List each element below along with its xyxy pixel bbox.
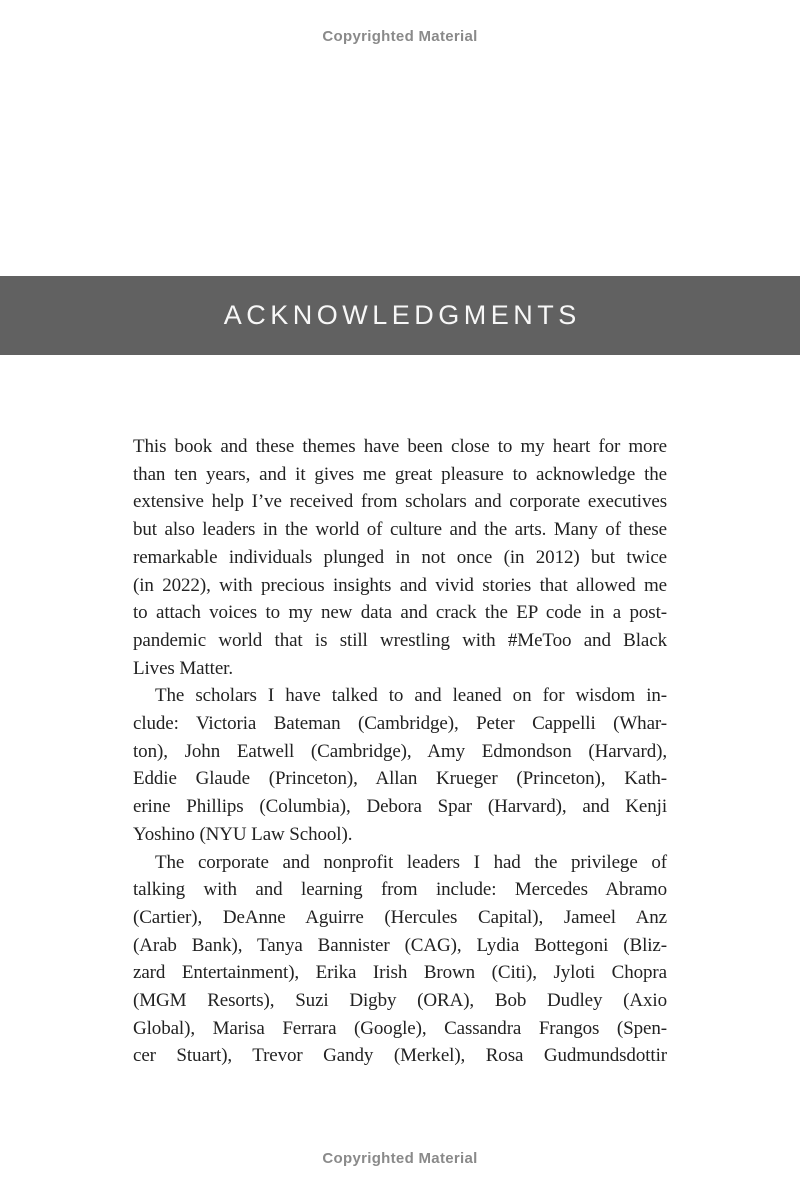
- text-line: erine Phillips (Columbia), Debora Spar (Harvard), and Kenji: [133, 796, 667, 818]
- text-line: (Cartier), DeAnne Aguirre (Hercules Capital), Jameel Anz: [133, 906, 667, 928]
- text-line: The corporate and nonprofit leaders I had the privilege of: [155, 851, 667, 873]
- text-line: pandemic world that is still wrestling with #MeToo and Black: [133, 629, 667, 651]
- text-line: This book and these themes have been close to my heart for more: [133, 436, 667, 457]
- text-line: extensive help I’ve received from scholars and corporate executives: [133, 491, 667, 513]
- text-line: zard Entertainment), Erika Irish Brown (Citi), Jyloti Chopra: [133, 962, 667, 984]
- text-line: talking with and learning from include: Mercedes Abramo: [133, 879, 667, 901]
- text-line: (MGM Resorts), Suzi Digby (ORA), Bob Dudley (Axio: [133, 990, 667, 1012]
- text-line: to attach voices to my new data and crack the EP code in a post-: [133, 602, 667, 624]
- text-line: Yoshino (NYU Law School).: [133, 823, 353, 845]
- text-line: Eddie Glaude (Princeton), Allan Krueger (Princeton), Kath-: [133, 768, 667, 790]
- body-text-block: [133, 433, 667, 1070]
- text-line: than ten years, and it gives me great pleasure to acknowledge the: [133, 463, 667, 485]
- text-line: clude: Victoria Bateman (Cambridge), Peter Cappelli (Whar-: [133, 713, 667, 735]
- text-line: cer Stuart), Trevor Gandy (Merkel), Rosa Gudmundsdottir: [133, 1045, 667, 1067]
- text-line: (Arab Bank), Tanya Bannister (CAG), Lydia Bottegoni (Bliz-: [133, 934, 667, 956]
- text-line: Global), Marisa Ferrara (Google), Cassandra Frangos (Spen-: [133, 1017, 667, 1039]
- text-line: remarkable individuals plunged in not once (in 2012) but twice: [133, 546, 667, 568]
- text-line: (in 2022), with precious insights and vivid stories that allowed me: [133, 574, 667, 596]
- text-line: ton), John Eatwell (Cambridge), Amy Edmondson (Harvard),: [133, 740, 667, 762]
- chapter-title: ACKNOWLEDGMENTS: [223, 300, 581, 330]
- copyright-notice-bottom: Copyrighted Material: [322, 1150, 478, 1167]
- copyright-notice-top: Copyrighted Material: [322, 28, 478, 45]
- text-line: The scholars I have talked to and leaned on for wisdom in-: [155, 685, 667, 707]
- text-line: Lives Matter.: [133, 657, 234, 679]
- text-line: but also leaders in the world of culture and the arts. Many of these: [133, 519, 667, 541]
- chapter-banner: [0, 276, 800, 355]
